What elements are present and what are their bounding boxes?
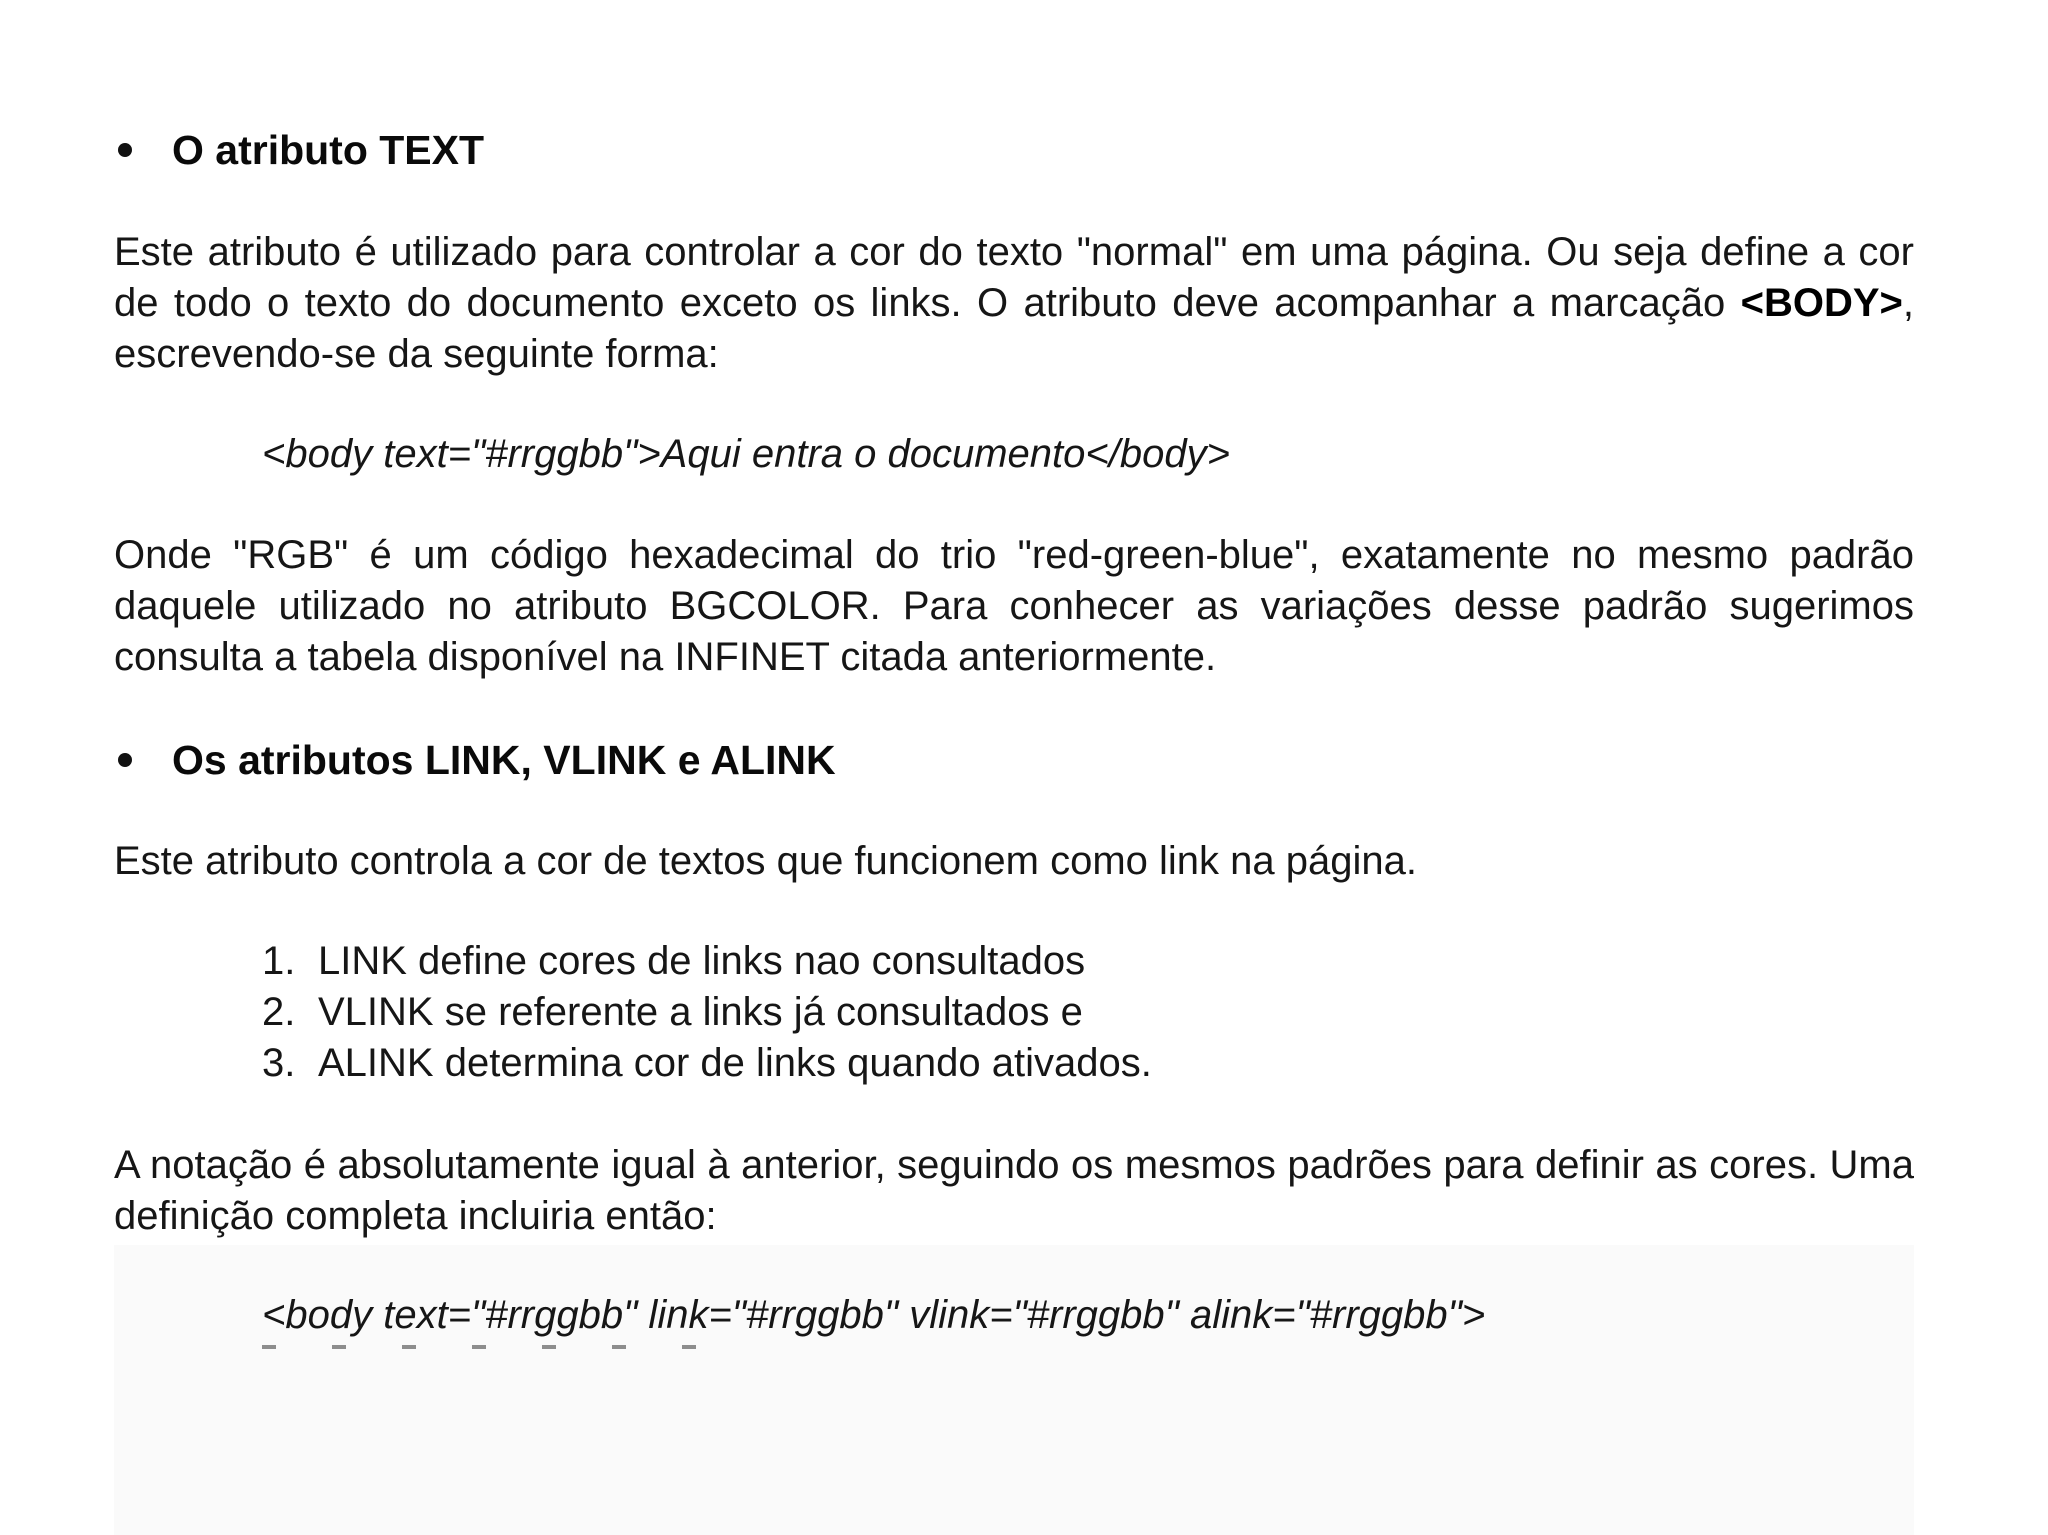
- bullet-icon: [118, 143, 132, 157]
- list-item-text: VLINK se referente a links já consultados e: [318, 990, 1083, 1034]
- paragraph-notation: A notação é absolutamente igual à anterior, seguindo os mesmos padrões para definir as cores. Uma definição completa incluiria então:: [114, 1143, 1914, 1238]
- cut-off-text-line: [262, 1342, 1662, 1352]
- list-item-text: ALINK determina cor de links quando ativados.: [318, 1041, 1152, 1085]
- paragraph-text-attribute-intro: [114, 227, 1914, 380]
- paragraph-text: Este atributo é utilizado para controlar a cor do texto "normal" em uma página. Ou seja define a cor de todo o texto do documento exceto os links. O atributo deve acompanhar a marcação: [114, 230, 1914, 325]
- link-attributes-list: [262, 936, 1152, 1089]
- code-example-body-text: <body text="#rrggbb">Aqui entra o documento</body>: [262, 432, 1230, 476]
- cut-off-text-fragment: [262, 1345, 722, 1349]
- section-heading-text-attribute: [114, 126, 484, 174]
- body-tag-bold: <BODY>: [1740, 281, 1903, 325]
- paragraph-link-intro: Este atributo controla a cor de textos que funcionem como link na página.: [114, 839, 1417, 883]
- bullet-icon: [118, 753, 132, 767]
- heading-label: O atributo TEXT: [172, 127, 485, 173]
- list-item: [262, 1038, 1152, 1089]
- list-item-number: 3.: [262, 1041, 296, 1085]
- code-example-full-body: <body text="#rrggbb" link="#rrggbb" vlink="#rrggbb" alink="#rrggbb">: [262, 1293, 1486, 1337]
- paragraph-rgb-explanation: Onde "RGB" é um código hexadecimal do trio "red-green-blue", exatamente no mesmo padrão daquele utilizado no atributo BGCOLOR. Para conhecer as variações desse padrão sugerimos consulta a tabela disponível na INFINET citada anteriormente.: [114, 533, 1914, 679]
- list-item-text: LINK define cores de links nao consultados: [318, 939, 1086, 983]
- list-item: [262, 936, 1152, 987]
- list-item: [262, 987, 1152, 1038]
- list-item-number: 2.: [262, 990, 296, 1034]
- document-page: [114, 0, 1914, 1535]
- paragraph-text: , escrevendo-se da seguinte forma:: [114, 281, 1914, 376]
- list-item-number: 1.: [262, 939, 296, 983]
- section-heading-link-attributes: [114, 736, 836, 784]
- heading-label: Os atributos LINK, VLINK e ALINK: [172, 737, 836, 783]
